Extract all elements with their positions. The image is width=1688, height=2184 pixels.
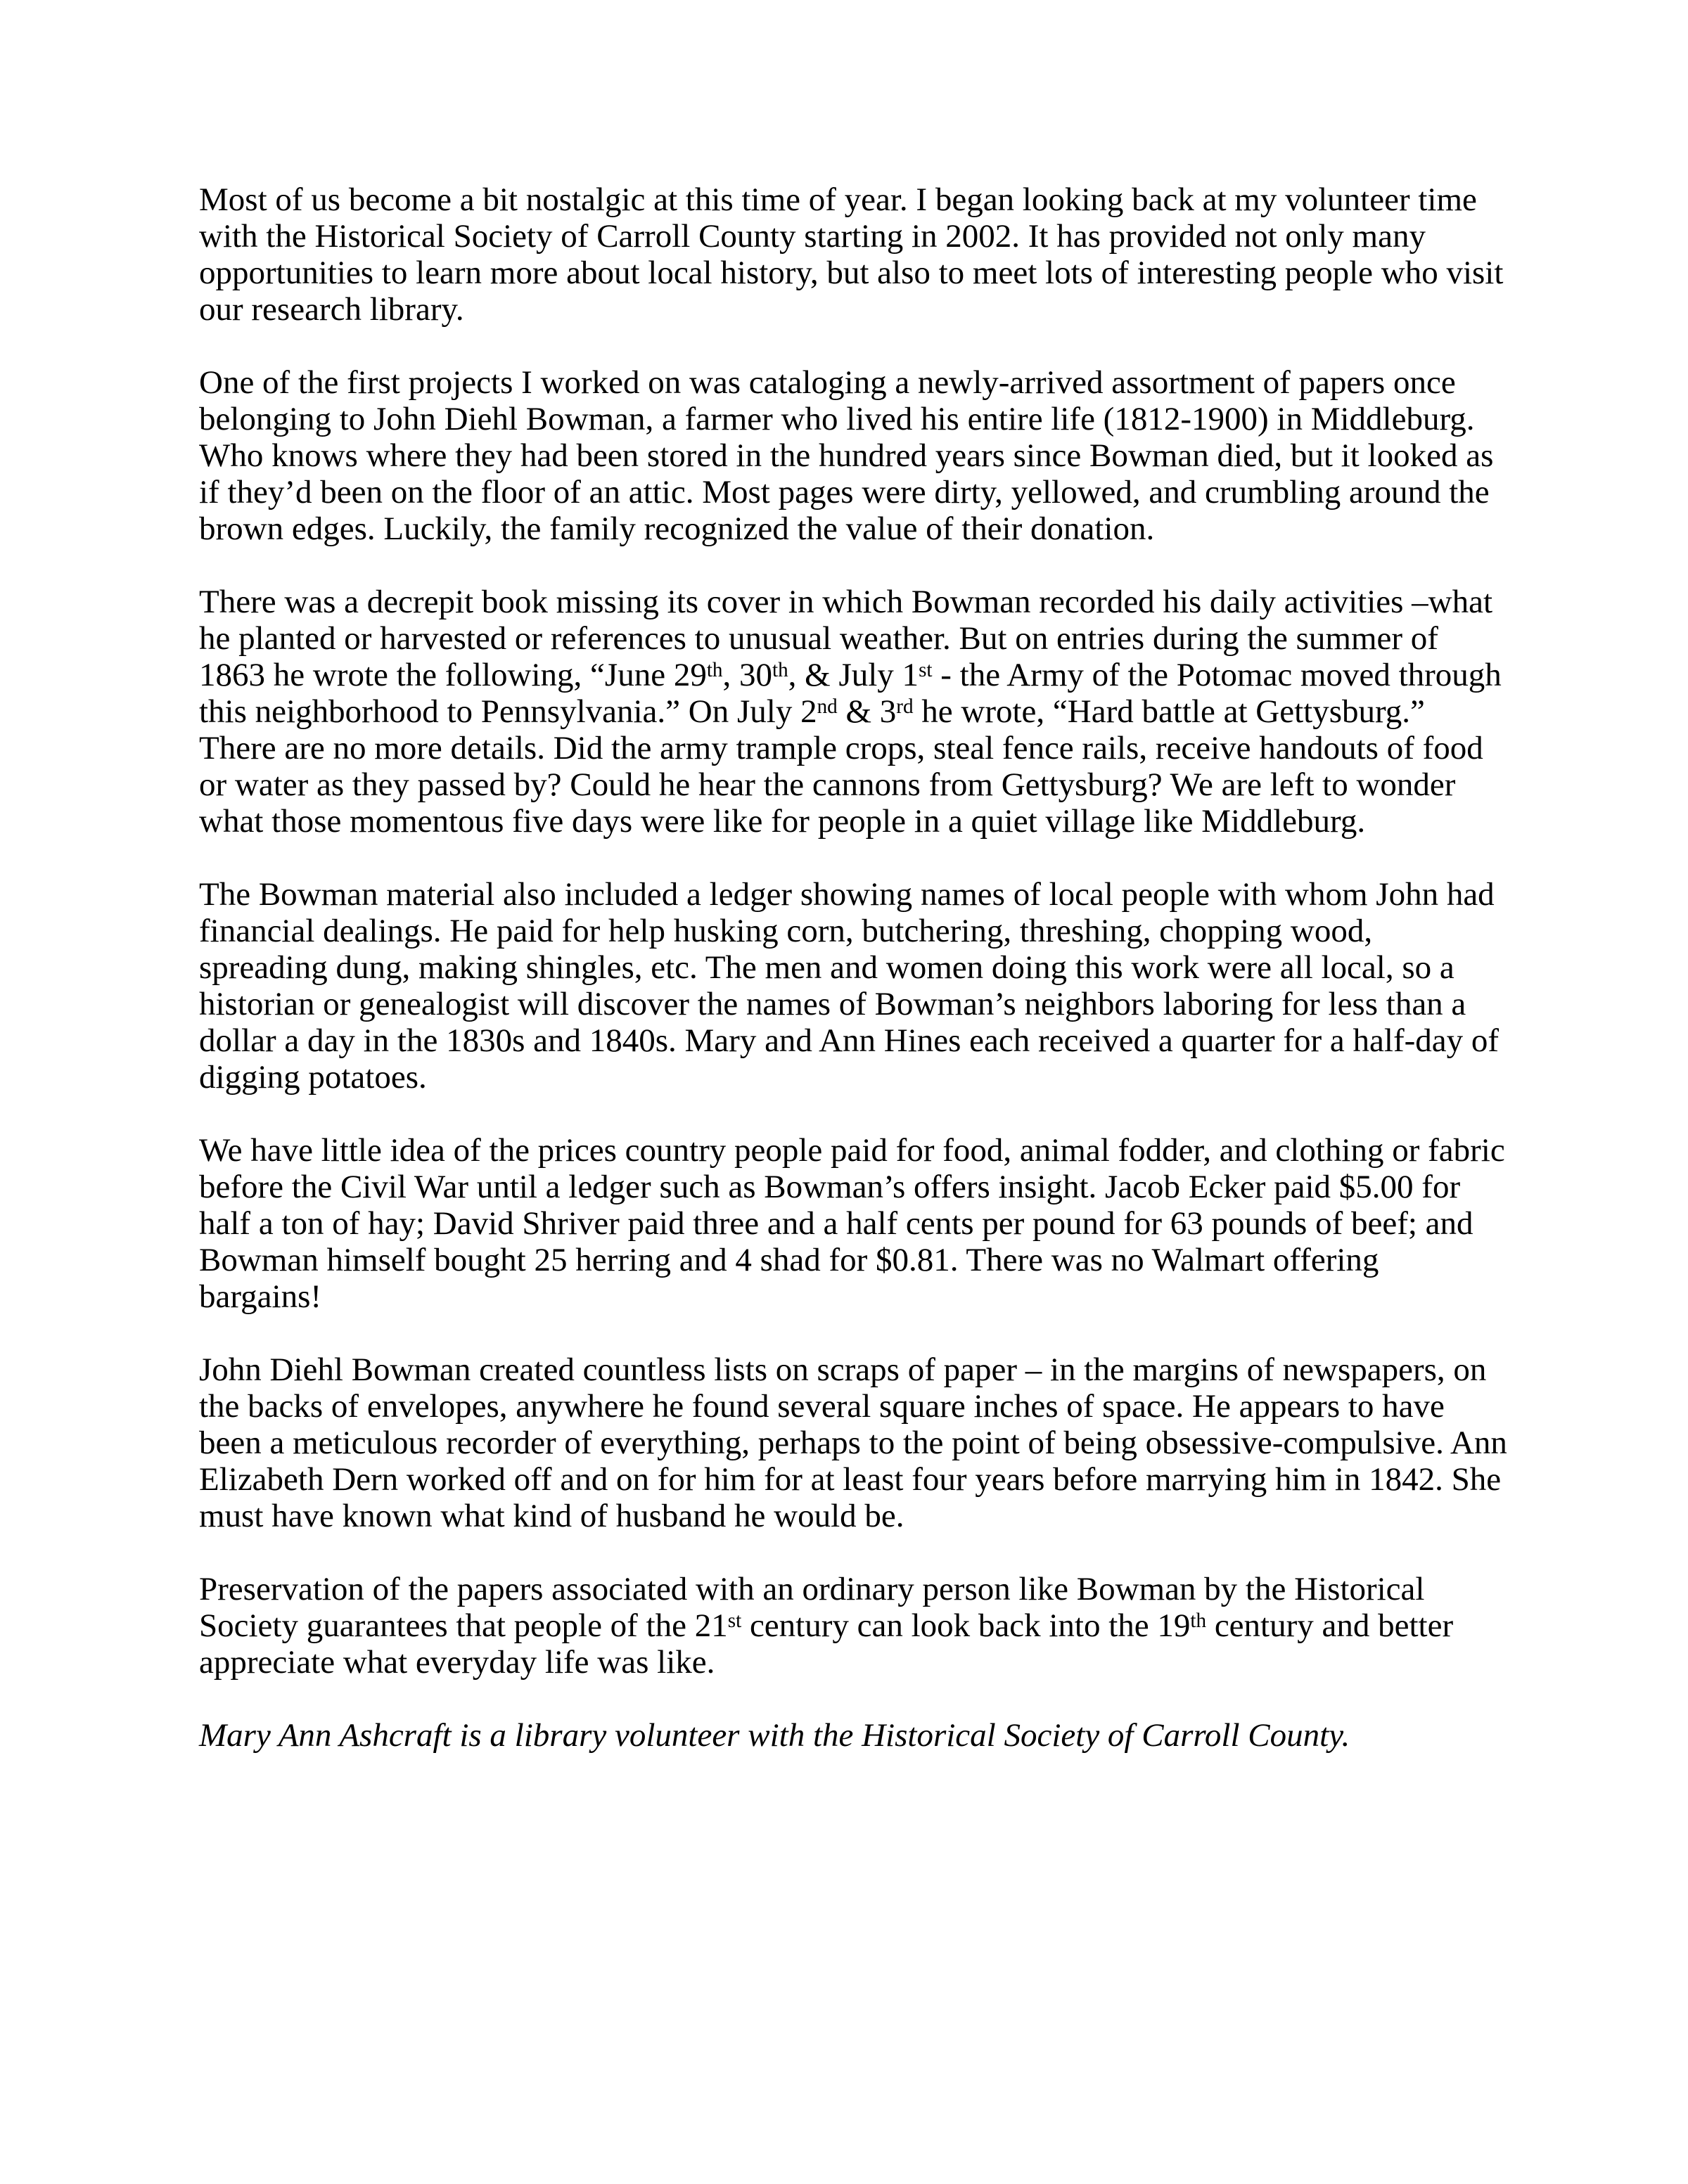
superscript: rd bbox=[896, 695, 914, 718]
paragraph-preservation bbox=[199, 1571, 1507, 1681]
paragraph-prices bbox=[199, 1132, 1507, 1315]
text-run: Most of us become a bit nostalgic at this time of year. I began looking back at my volunteer time with the Historical Society of Carroll County starting in 2002. It has provided not only many opportunities to learn more about local history, but also to meet lots of interesting people who visit our research library. bbox=[199, 181, 1504, 328]
superscript: th bbox=[772, 658, 788, 681]
text-run: - the Army of the Potomac moved through this neighborhood to Pennsylvania.” On July 2 bbox=[199, 657, 1502, 730]
paragraph-diary-gettysburg bbox=[199, 584, 1507, 840]
text-run: Preservation of the papers associated with an ordinary person like Bowman by the Historical Society guarantees that people of the 21 bbox=[199, 1571, 1425, 1644]
text-run: We have little idea of the prices country people paid for food, animal fodder, and clothing or fabric before the Civil War until a ledger such as Bowman’s offers insight. Jacob Ecker paid $5.00 for half a ton of hay; David Shriver paid three and a half cents per pound for 63 pounds of beef; and Bowman himself bought 25 herring and 4 shad for $0.81. There was no Walmart offering bargains! bbox=[199, 1132, 1505, 1315]
text-run: , & July 1 bbox=[788, 657, 919, 693]
paragraph-first-project bbox=[199, 364, 1507, 547]
text-run: One of the first projects I worked on was cataloging a newly-arrived assortment of papers once belonging to John Diehl Bowman, a farmer who lived his entire life (1812-1900) in Middleburg. Who knows where they had been stored in the hundred years since Bowman died, but it looked as if they’d been on the floor of an attic. Most pages were dirty, yellowed, and crumbling around the brown edges. Luckily, the family recognized the value of their donation. bbox=[199, 364, 1494, 547]
text-run: & 3 bbox=[837, 693, 897, 730]
text-run: century and better appreciate what everyday life was like. bbox=[199, 1607, 1454, 1681]
paragraph-byline bbox=[199, 1717, 1507, 1754]
paragraph-lists bbox=[199, 1351, 1507, 1534]
text-run: John Diehl Bowman created countless lists on scraps of paper – in the margins of newspapers, on the backs of envelopes, anywhere he found several square inches of space. He appears to have been a meticulous recorder of everything, perhaps to the point of being obsessive-compulsive. Ann Elizabeth Dern worked off and on for him for at least four years before marrying him in 1842. She must have known what kind of husband he would be. bbox=[199, 1351, 1507, 1534]
paragraph-intro bbox=[199, 181, 1507, 328]
text-run: , 30 bbox=[722, 657, 772, 693]
paragraph-ledger-names bbox=[199, 876, 1507, 1096]
superscript: st bbox=[727, 1609, 742, 1632]
superscript: nd bbox=[817, 695, 838, 718]
text-run: century can look back into the 19 bbox=[741, 1607, 1191, 1644]
text-run: The Bowman material also included a ledger showing names of local people with whom John had financial dealings. He paid for help husking corn, butchering, threshing, chopping wood, spreading dung, making shingles, etc. The men and women doing this work were all local, so a historian or genealogist will discover the names of Bowman’s neighbors laboring for less than a dollar a day in the 1830s and 1840s. Mary and Ann Hines each received a quarter for a half-day of digging potatoes. bbox=[199, 876, 1500, 1096]
superscript: th bbox=[706, 658, 723, 681]
superscript: th bbox=[1190, 1609, 1207, 1632]
text-run: he wrote, “Hard battle at Gettysburg.” There are no more details. Did the army trample crops, steal fence rails, receive handouts of food or water as they passed by? Could he hear the cannons from Gettysburg? We are left to wonder what those momentous five days were like for people in a quiet village like Middleburg. bbox=[199, 693, 1483, 840]
text-run: Mary Ann Ashcraft is a library volunteer with the Historical Society of Carroll County. bbox=[199, 1717, 1350, 1754]
document-body bbox=[199, 181, 1507, 1754]
superscript: st bbox=[919, 658, 933, 681]
text-run: There was a decrepit book missing its cover in which Bowman recorded his daily activities –what he planted or harvested or references to unusual weather. But on entries during the summer of 1863 he wrote the following, “June 29 bbox=[199, 584, 1493, 693]
